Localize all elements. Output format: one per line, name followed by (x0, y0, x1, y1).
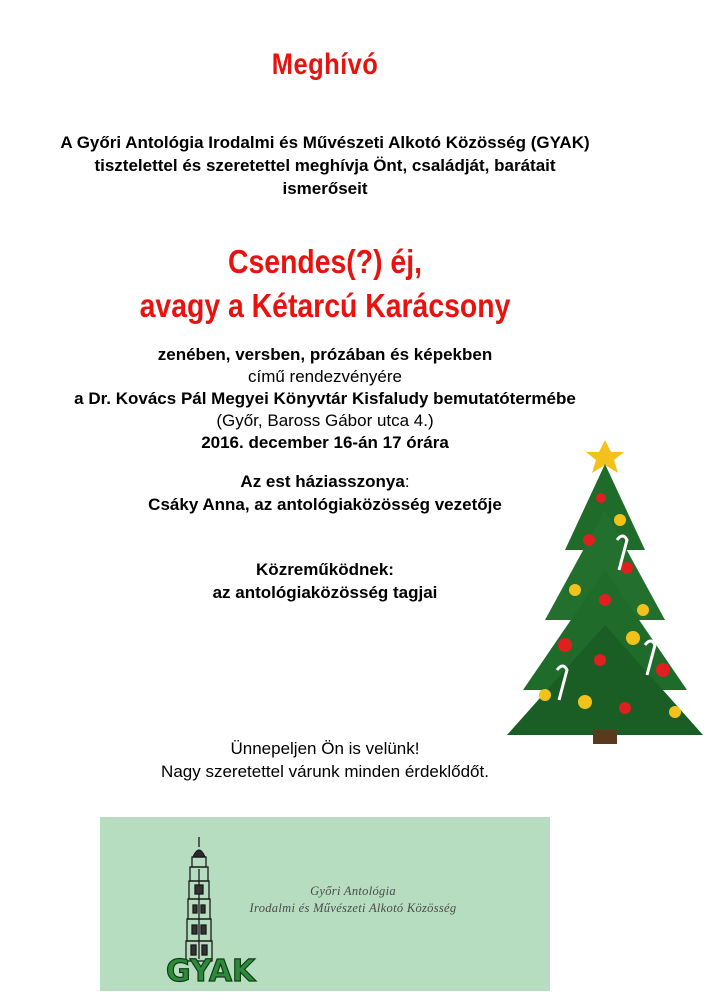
intro-paragraph (0, 131, 650, 200)
host-name: Csáky Anna (148, 495, 245, 514)
christmas-tree-icon (505, 440, 705, 745)
host-label: Az est háziasszonya (240, 472, 405, 491)
host-colon: : (404, 472, 410, 491)
host-role: , az antológiaközösség vezetője (244, 495, 502, 514)
logo-banner (100, 817, 550, 991)
contributors-value: az antológiaközösség tagjai (212, 583, 438, 602)
closing-section (0, 737, 650, 783)
event-datetime: 2016. december 16-án 17 órára (201, 433, 449, 452)
intro-line-2: tisztelettel és szeretettel meghívja Önt, családját, barátait (94, 156, 556, 175)
contributors-label: Közreműködnek: (256, 560, 394, 579)
intro-line-3: ismerőseit (282, 179, 368, 198)
event-type: című rendezvényére (247, 367, 403, 386)
event-details (0, 344, 650, 454)
event-title (46, 240, 605, 328)
event-title-line-1: Csendes(?) éj, (228, 243, 422, 280)
logo-text (218, 883, 488, 917)
event-address: (Győr, Baross Gábor utca 4.) (216, 411, 434, 430)
logo-acronym: GYAK (166, 954, 256, 987)
closing-line-1: Ünnepeljen Ön is velünk! (230, 739, 420, 758)
event-subtitle: zenében, versben, prózában és képekben (157, 345, 493, 364)
closing-line-2: Nagy szeretettel várunk minden érdeklődőt. (161, 762, 489, 781)
event-venue: a Dr. Kovács Pál Megyei Könyvtár Kisfaludy bemutatótermébe (74, 389, 576, 408)
logo-line-1: Győri Antológia (310, 884, 396, 898)
invitation-heading: Meghívó (271, 48, 379, 81)
event-title-line-2: avagy a Kétarcú Karácsony (139, 287, 511, 324)
logo-line-2: Irodalmi és Művészeti Alkotó Közösség (249, 901, 457, 915)
intro-line-1: A Győri Antológia Irodalmi és Művészeti Alkotó Közösség (GYAK) (60, 133, 590, 152)
